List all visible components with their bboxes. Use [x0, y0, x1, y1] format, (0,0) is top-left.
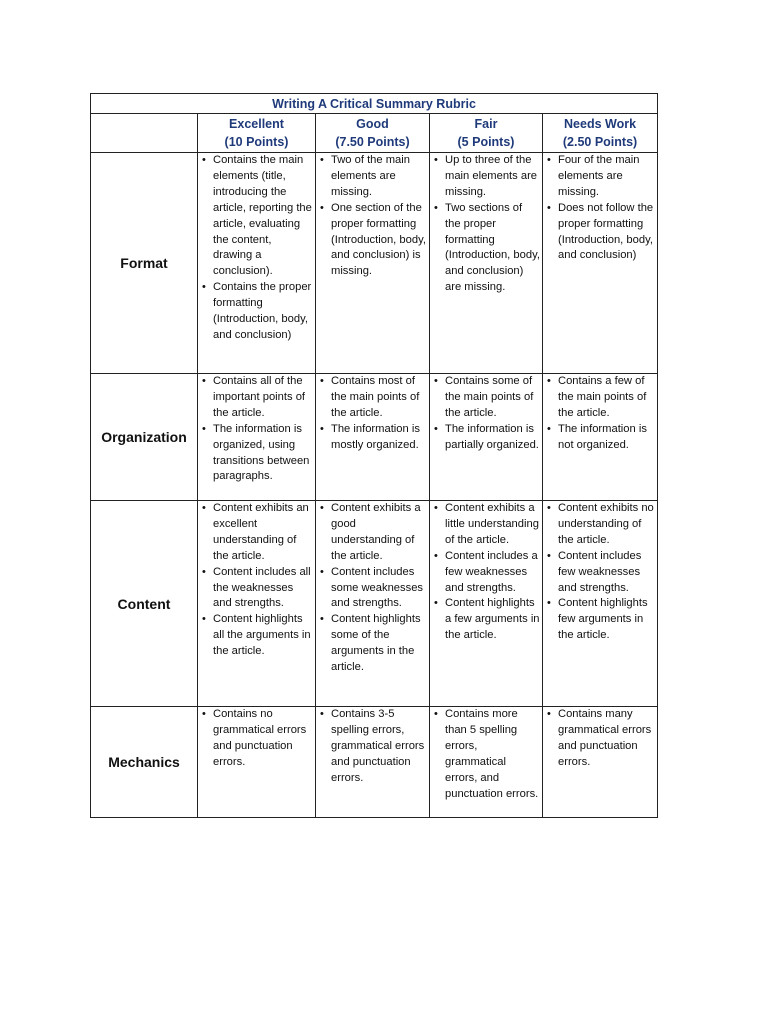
- column-points: (2.50 Points): [562, 135, 638, 149]
- criteria-item: • Contains a few of the main points of the article.: [558, 374, 655, 422]
- criteria-list: [430, 153, 542, 296]
- corner-cell: [91, 114, 198, 153]
- criteria-item: • Four of the main elements are missing.: [558, 153, 655, 201]
- rubric-row-mechanics: [91, 707, 658, 818]
- criteria-cell: [198, 707, 316, 818]
- criteria-item: • Contains many grammatical errors and punctuation errors.: [558, 707, 655, 771]
- criteria-cell: [430, 501, 543, 707]
- criteria-item: • Contains all of the important points of the article.: [213, 374, 313, 422]
- criteria-item: • Contains more than 5 spelling errors, grammatical errors, and punctuation errors.: [445, 707, 540, 802]
- criteria-item: • Two sections of the proper formatting (Introduction, body, and conclusion) are missing.: [445, 201, 540, 296]
- criteria-item: • Content exhibits a little understanding of the article.: [445, 501, 540, 549]
- criteria-item: • Up to three of the main elements are missing.: [445, 153, 540, 201]
- header-row: [91, 114, 658, 153]
- criteria-list: [316, 501, 429, 676]
- criteria-cell: [316, 707, 430, 818]
- column-header-needs-work: [543, 114, 658, 153]
- column-name: Fair: [474, 117, 498, 131]
- criteria-item: • Content includes all the weaknesses and strengths.: [213, 565, 313, 613]
- criteria-cell: [316, 153, 430, 374]
- criteria-list: [430, 707, 542, 802]
- criteria-list: [430, 501, 542, 644]
- criteria-cell: [198, 501, 316, 707]
- criteria-list: [316, 374, 429, 454]
- criteria-cell: [430, 707, 543, 818]
- criteria-cell: [543, 153, 658, 374]
- criteria-cell: [316, 501, 430, 707]
- criteria-item: • The information is organized, using transitions between paragraphs.: [213, 422, 313, 486]
- column-points: (5 Points): [457, 135, 515, 149]
- criteria-item: • Contains the proper formatting (Introduction, body, and conclusion): [213, 280, 313, 344]
- criteria-list: [198, 153, 315, 344]
- criteria-list: [543, 374, 657, 454]
- rubric-row-content: [91, 501, 658, 707]
- rubric-title: Writing A Critical Summary Rubric: [91, 94, 658, 114]
- criteria-item: • One section of the proper formatting (Introduction, body, and conclusion) is missing.: [331, 201, 427, 281]
- criteria-item: • Contains most of the main points of the article.: [331, 374, 427, 422]
- criteria-item: • Content highlights all the arguments in the article.: [213, 612, 313, 660]
- criteria-item: • Contains 3-5 spelling errors, grammatical errors and punctuation errors.: [331, 707, 427, 787]
- column-header-good: [316, 114, 430, 153]
- criteria-cell: [543, 374, 658, 501]
- column-points: (7.50 Points): [335, 135, 410, 149]
- criteria-list: [316, 153, 429, 280]
- criteria-list: [198, 707, 315, 771]
- criteria-cell: [316, 374, 430, 501]
- row-label-content: Content: [91, 501, 198, 707]
- column-name: Excellent: [229, 117, 284, 131]
- rubric-table: [90, 93, 658, 818]
- criteria-list: [316, 707, 429, 787]
- criteria-cell: [430, 374, 543, 501]
- criteria-item: • Content exhibits no understanding of the article.: [558, 501, 655, 549]
- criteria-item: • Contains some of the main points of the article.: [445, 374, 540, 422]
- criteria-item: • Content includes a few weaknesses and strengths.: [445, 549, 540, 597]
- criteria-item: • Content includes few weaknesses and strengths.: [558, 549, 655, 597]
- criteria-item: • Content includes some weaknesses and strengths.: [331, 565, 427, 613]
- column-header-excellent: [198, 114, 316, 153]
- criteria-item: • Content exhibits a good understanding of the article.: [331, 501, 427, 565]
- row-label-organization: Organization: [91, 374, 198, 501]
- criteria-cell: [543, 501, 658, 707]
- criteria-cell: [198, 153, 316, 374]
- criteria-cell: [198, 374, 316, 501]
- rubric-row-format: [91, 153, 658, 374]
- criteria-list: [198, 501, 315, 660]
- criteria-item: • Content exhibits an excellent understanding of the article.: [213, 501, 313, 565]
- criteria-item: • Contains the main elements (title, introducing the article, reporting the article, evaluating the content, drawing a conclusion).: [213, 153, 313, 280]
- column-points: (10 Points): [224, 135, 289, 149]
- criteria-item: • The information is mostly organized.: [331, 422, 427, 454]
- criteria-item: • Two of the main elements are missing.: [331, 153, 427, 201]
- criteria-item: • Content highlights a few arguments in the article.: [445, 596, 540, 644]
- column-header-fair: [430, 114, 543, 153]
- criteria-item: • Content highlights some of the arguments in the article.: [331, 612, 427, 676]
- criteria-list: [543, 707, 657, 771]
- criteria-cell: [430, 153, 543, 374]
- criteria-list: [543, 153, 657, 264]
- criteria-list: [543, 501, 657, 644]
- row-label-format: Format: [91, 153, 198, 374]
- criteria-item: • Content highlights few arguments in the article.: [558, 596, 655, 644]
- criteria-item: • Contains no grammatical errors and punctuation errors.: [213, 707, 313, 771]
- column-name: Good: [356, 117, 389, 131]
- title-row: [91, 94, 658, 114]
- criteria-item: • Does not follow the proper formatting (Introduction, body, and conclusion): [558, 201, 655, 265]
- criteria-item: • The information is not organized.: [558, 422, 655, 454]
- criteria-list: [198, 374, 315, 485]
- row-label-mechanics: Mechanics: [91, 707, 198, 818]
- column-name: Needs Work: [564, 117, 637, 131]
- criteria-list: [430, 374, 542, 454]
- criteria-cell: [543, 707, 658, 818]
- criteria-item: • The information is partially organized.: [445, 422, 540, 454]
- rubric-row-organization: [91, 374, 658, 501]
